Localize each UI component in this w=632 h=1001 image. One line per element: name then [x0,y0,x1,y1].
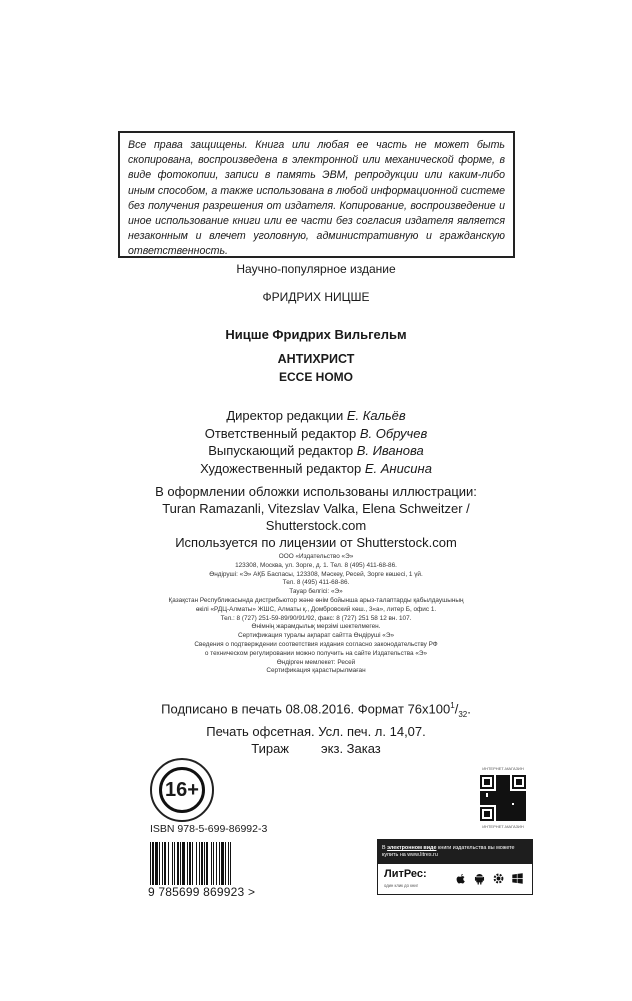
litres-brand: ЛитРес: [384,868,427,880]
litres-highlight: электронном виде [387,845,437,851]
android-icon [473,872,486,885]
staff-line [0,442,632,460]
publisher-line: Қазақстан Республикасында дистрибьютор және өнім бойынша арыз-талаптарды қабылдаушының [168,596,464,604]
qr-bottom-label: ИНТЕРНЕТ-МАГАЗИН [482,824,524,829]
staff-name: Е. Кальёв [346,408,406,423]
litres-promo [377,839,533,895]
staff-role: Директор редакции [226,408,344,423]
illustrations-credit [0,483,632,551]
windows-icon [511,872,524,885]
publisher-line: өкілі «РДЦ-Алматы» ЖШС, Алматы қ., Домбровский көш., 3«а», литер Б, офис 1. [195,605,437,613]
isbn: ISBN 978-5-699-86992-3 [150,823,268,835]
format-superscript: 1 [450,701,455,710]
illustrations-line: В оформлении обложки использованы иллюстрации: [155,484,477,499]
print-line-3: Тираж экз. Заказ [251,740,381,756]
publisher-line: Өнімнің жарамдылық мерзімі шектелмеген. [251,623,381,631]
publisher-line: Тел.: 8 (727) 251-59-89/90/91/92, факс: 8 (727) 251 58 12 вн. 107. [220,614,412,622]
print-line-2: Печать офсетная. Усл. печ. л. 14,07. [206,723,426,739]
illustrations-line: Shutterstock.com [265,518,367,533]
publisher-line: Өндіруші: «Э» АҚБ Баспасы, 123308, Мәскеу, Ресей, Зорге көшесі, 1 үй. [209,570,423,578]
publisher-line: 123308, Москва, ул. Зорге, д. 1. Тел. 8 (495) 411-68-86. [235,561,397,569]
print-info [0,697,632,757]
litres-promo-text: В электронном виде книги издательства вы можете купить на www.litres.ru [382,845,515,859]
litres-logo-area [377,863,533,895]
print-line-1: Подписано в печать 08.08.2016. Формат $76x100^1/_{32}$. [161,701,471,719]
staff-name: В. Обручев [359,425,428,441]
publisher-line: Сертификация туралы ақпарат сайтта Өндіруші «Э» [237,632,394,640]
publisher-line: Өндірген мемлекет: Ресей [276,658,356,666]
author-caps: ФРИДРИХ НИЦШЕ [262,290,370,304]
staff-role: Ответственный редактор [204,425,357,441]
staff-line [0,425,632,443]
age-rating: 16+ [159,767,205,813]
qr-top-label: ИНТЕРНЕТ-МАГАЗИН [482,766,524,771]
staff-line [0,407,632,425]
qr-code-block [473,766,533,832]
apple-icon [454,872,467,885]
book-title: АНТИХРИСТ [277,352,355,366]
staff-role: Выпускающий редактор [208,443,354,458]
publisher-line: ООО «Издательство «Э» [278,553,354,560]
author-full: Ницше Фридрих Вильгельм [225,327,407,342]
illustrations-line: Используется по лицензии от Shutterstock.com [175,535,457,550]
settings-icon [492,872,505,885]
rights-notice: Все права защищены. Книга или любая ее часть не может быть скопирована, воспроизведена в электронной или механической форме, в виде фотокопии, записи в память ЭВМ, репродукции или каким-либо иным способом, а также использована в любой информационной системе без получения разрешения от издателя. Копирование, воспроизведение и иное использование книги или ее части без согласия издателя является незаконным и влечет уголовную, административную и гражданскую ответственность. [118,131,515,258]
barcode-digits: 9 785699 869923 > [148,885,256,899]
publisher-line: Тел. 8 (495) 411-68-86. [282,579,350,587]
age-rating-badge [150,758,214,822]
staff-list [0,407,632,477]
publisher-line: Сертификация қарастырылмаған [266,667,366,675]
format-subscript: 32 [458,709,468,719]
staff-line [0,460,632,478]
publisher-line: Сведения о подтверждении соответствия издания согласно законодательству РФ [194,640,438,648]
edition-type: Научно-популярное издание [236,262,396,276]
book-subtitle: ECCE HOMO [278,370,353,384]
illustrations-line: Turan Ramazanli, Vitezslav Valka, Elena Schweitzer / [162,501,470,516]
staff-name: Е. Анисина [364,460,432,476]
litres-slogan: один клик до книг [384,883,419,888]
staff-name: В. Иванова [356,443,424,458]
publisher-line: Тауар белгісі: «Э» [289,588,343,596]
publisher-line: о техническом регулировании можно получить на сайте Издательства «Э» [204,649,428,657]
publisher-info [0,553,632,676]
staff-role: Художественный редактор [200,460,362,476]
qr-code-icon [480,775,526,821]
